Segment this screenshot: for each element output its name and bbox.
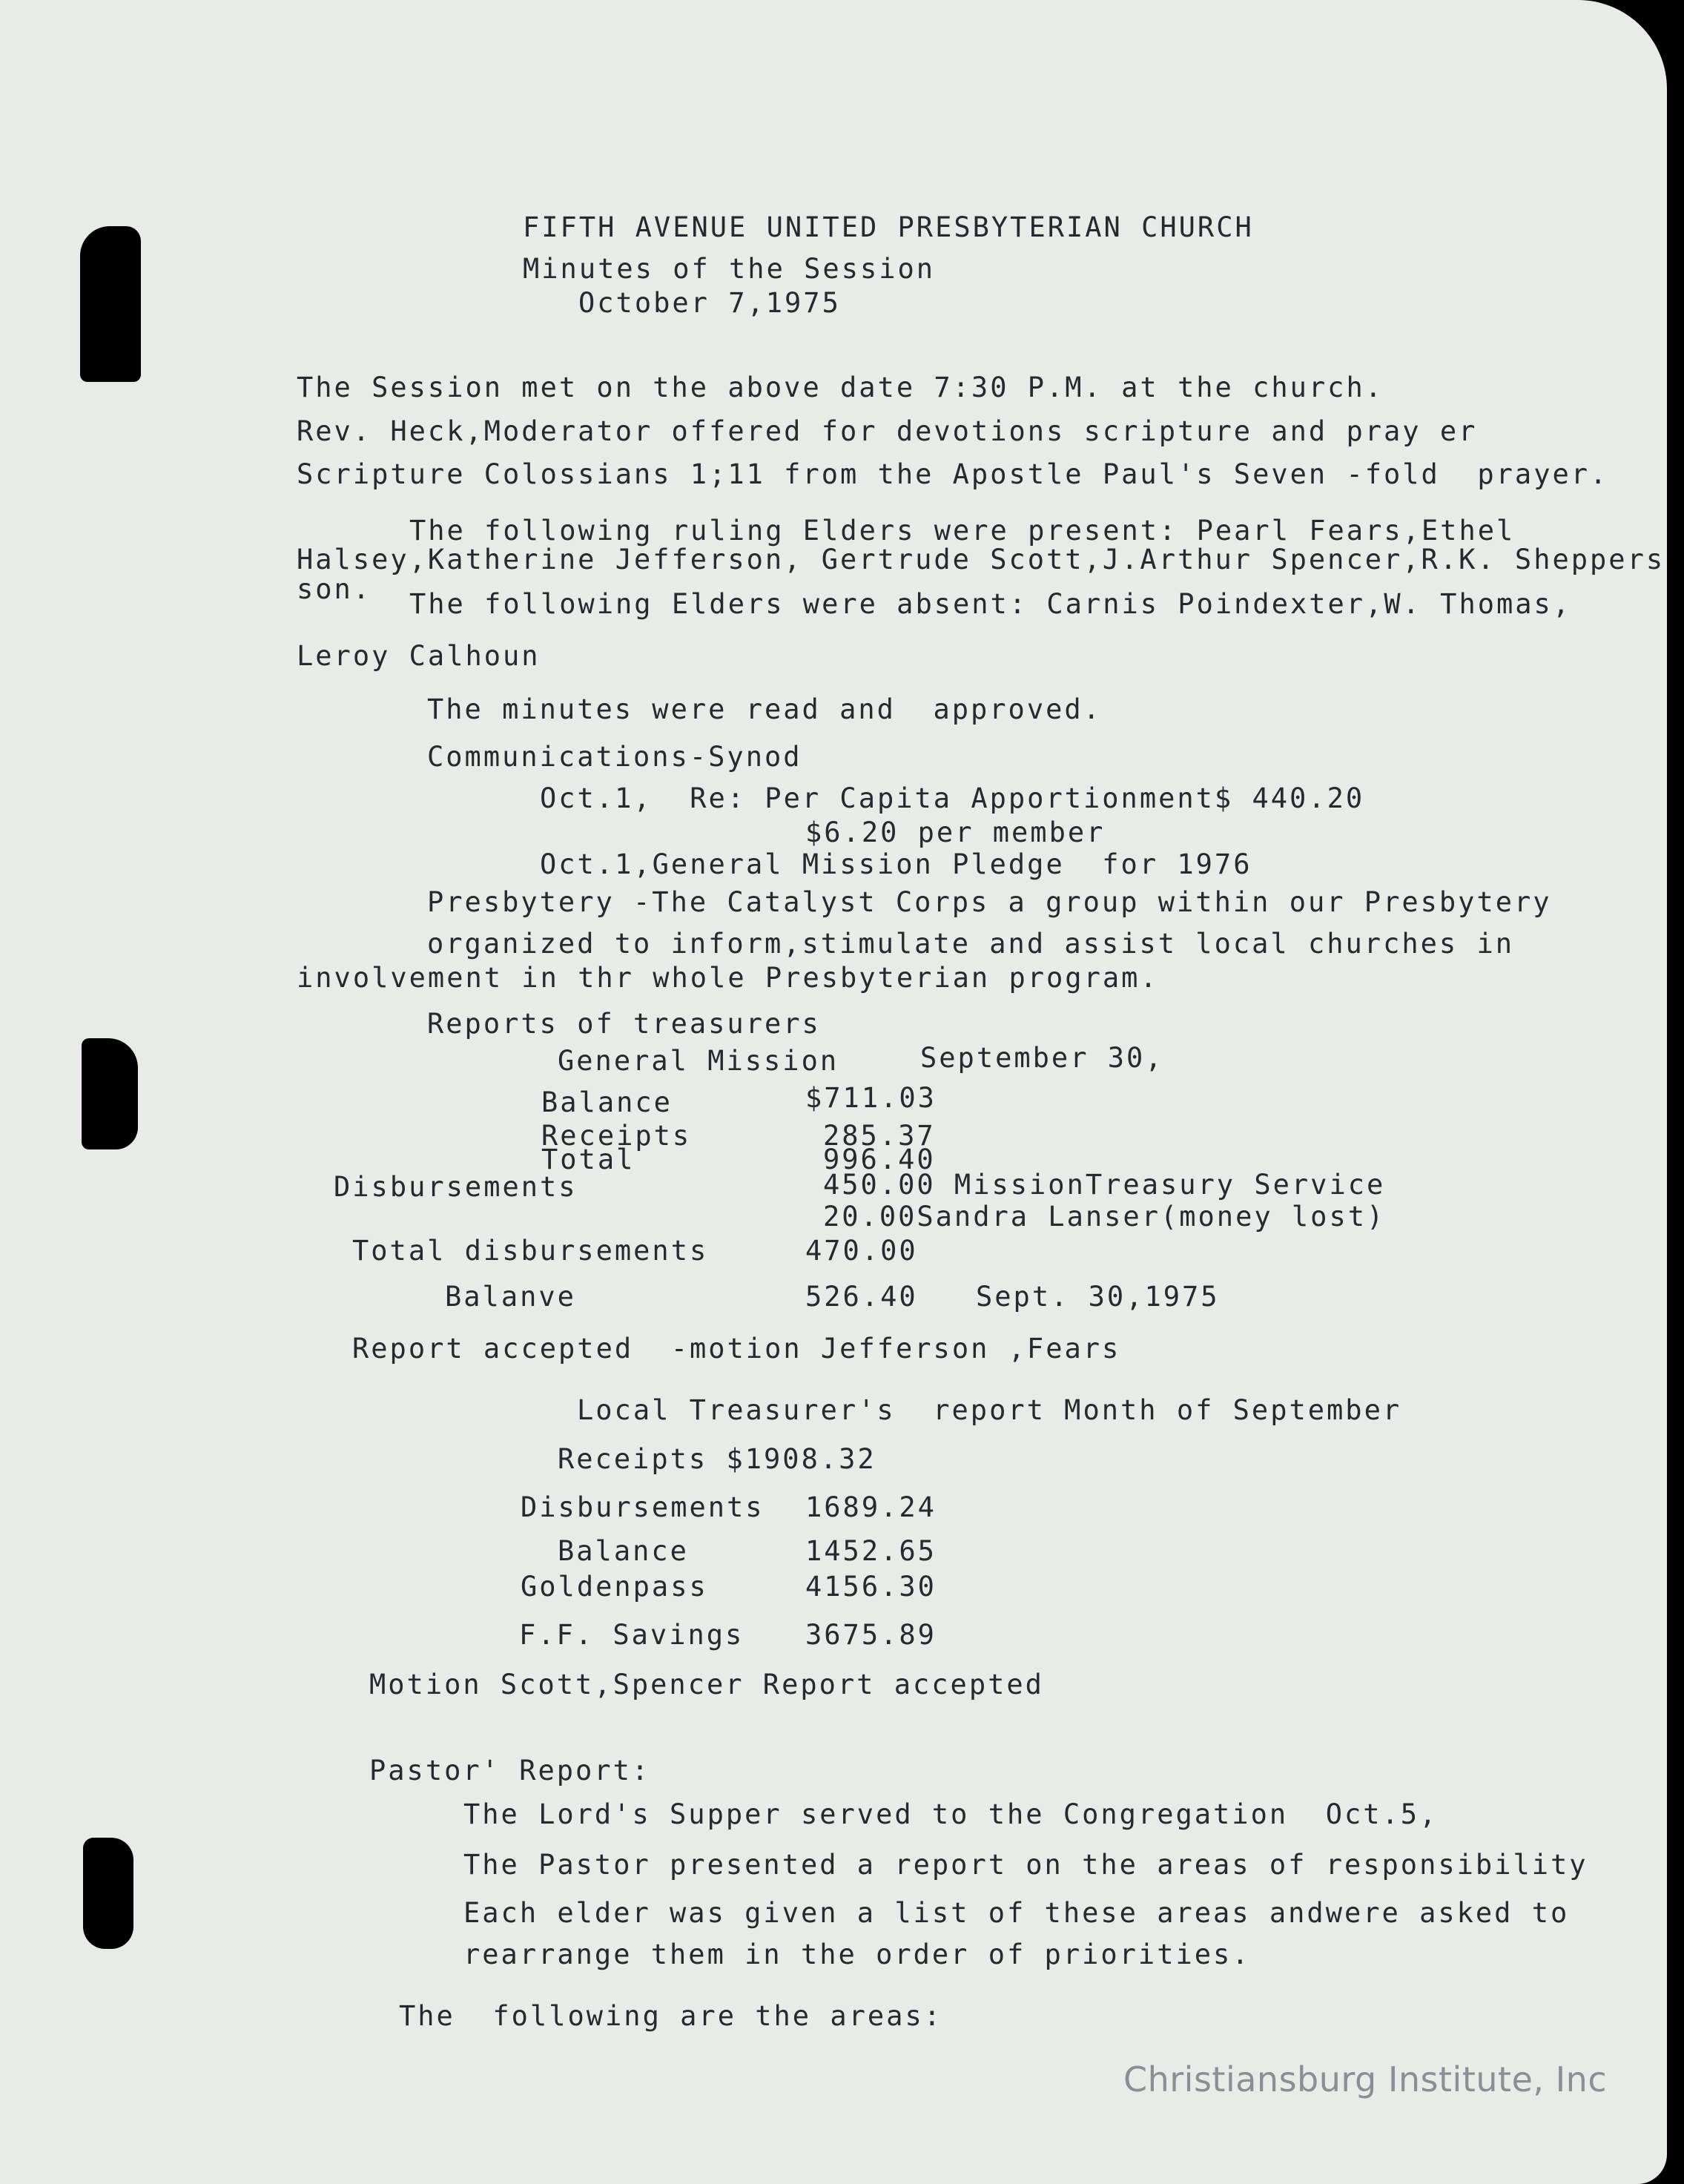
opening-line-1: The Session met on the above date 7:30 P.M. at the church. bbox=[297, 372, 1384, 403]
elders-absent-line-2: Leroy Calhoun bbox=[297, 640, 541, 672]
elders-absent-line-1: The following Elders were absent: Carnis Poindexter,W. Thomas, bbox=[409, 588, 1572, 620]
local-ff-savings-label: F.F. Savings bbox=[519, 1619, 744, 1651]
presbytery-line-2: organized to inform,stimulate and assist local churches in bbox=[427, 928, 1515, 960]
local-balance-label: Balance bbox=[558, 1535, 689, 1567]
gm-receipts-value: 285.37 bbox=[823, 1120, 936, 1152]
local-goldenpass-value: 4156.30 bbox=[805, 1571, 937, 1603]
communications-heading: Communications-Synod bbox=[427, 741, 802, 773]
gm-balance-value: $711.03 bbox=[805, 1082, 937, 1114]
local-balance-value: 1452.65 bbox=[805, 1535, 937, 1567]
gm-receipts-label: Receipts bbox=[541, 1120, 692, 1152]
pastor-line-1: The Lord's Supper served to the Congregation Oct.5, bbox=[463, 1798, 1439, 1830]
gm-balanve-date: Sept. 30,1975 bbox=[976, 1281, 1220, 1313]
gm-balance-label: Balance bbox=[541, 1086, 673, 1118]
elders-present-line-1: The following ruling Elders were present: Pearl Fears,Ethel bbox=[409, 515, 1516, 547]
gm-balanve-label: Balanve bbox=[445, 1281, 576, 1313]
elders-present-line-3: son. bbox=[297, 573, 372, 605]
general-mission-period: September 30, bbox=[920, 1042, 1164, 1074]
binder-hole-bottom bbox=[83, 1838, 133, 1949]
local-treasurer-heading: Local Treasurer's report Month of September bbox=[577, 1394, 1402, 1426]
local-goldenpass-label: Goldenpass bbox=[521, 1571, 708, 1603]
pastor-report-heading: Pastor' Report: bbox=[369, 1755, 651, 1787]
communication-line-2: $6.20 per member bbox=[805, 816, 1106, 848]
treasurers-heading: Reports of treasurers bbox=[427, 1008, 821, 1040]
elders-present-line-2: Halsey,Katherine Jefferson, Gertrude Scott,J.Arthur Spencer,R.K. Sheppers bbox=[297, 544, 1665, 575]
gm-total-label: Total bbox=[541, 1144, 635, 1175]
local-disbursements-label: Disbursements bbox=[521, 1491, 765, 1523]
gm-disbursement-2: 20.00Sandra Lanser(money lost) bbox=[823, 1201, 1386, 1233]
gm-report-accepted: Report accepted -motion Jefferson ,Fears bbox=[352, 1333, 1121, 1365]
local-ff-savings-value: 3675.89 bbox=[805, 1619, 937, 1651]
pastor-line-3: Each elder was given a list of these areas andwere asked to bbox=[463, 1897, 1570, 1929]
communication-line-3: Oct.1,General Mission Pledge for 1976 bbox=[540, 848, 1252, 880]
local-receipts: Receipts $1908.32 bbox=[558, 1443, 876, 1475]
local-disbursements-value: 1689.24 bbox=[805, 1491, 937, 1523]
church-name: FIFTH AVENUE UNITED PRESBYTERIAN CHURCH bbox=[523, 211, 1254, 243]
opening-line-2: Rev. Heck,Moderator offered for devotions scripture and pray er bbox=[297, 415, 1478, 447]
gm-total-disbursements-label: Total disbursements bbox=[352, 1235, 709, 1267]
pastor-line-4: rearrange them in the order of priorities. bbox=[463, 1939, 1251, 1970]
opening-line-3: Scripture Colossians 1;11 from the Apostle Paul's Seven -fold prayer. bbox=[297, 458, 1609, 490]
gm-disbursement-1: 450.00 MissionTreasury Service bbox=[823, 1169, 1386, 1201]
document-title: Minutes of the Session bbox=[523, 253, 936, 285]
gm-balanve-value: 526.40 bbox=[805, 1281, 918, 1313]
communication-line-1: Oct.1, Re: Per Capita Apportionment$ 440.20 bbox=[540, 782, 1365, 814]
minutes-approved: The minutes were read and approved. bbox=[427, 693, 1102, 725]
binder-hole-middle bbox=[82, 1038, 138, 1149]
presbytery-line-1: Presbytery -The Catalyst Corps a group within our Presbytery bbox=[427, 886, 1552, 918]
binder-hole-top bbox=[80, 226, 141, 382]
gm-total-disbursements-value: 470.00 bbox=[805, 1235, 918, 1267]
local-motion: Motion Scott,Spencer Report accepted bbox=[369, 1669, 1044, 1700]
gm-total-value: 996.40 bbox=[823, 1144, 936, 1175]
pastor-areas-line: The following are the areas: bbox=[399, 2000, 943, 2032]
presbytery-line-3: involvement in thr whole Presbyterian program. bbox=[297, 962, 1159, 994]
archive-watermark: Christiansburg Institute, Inc bbox=[1123, 2059, 1608, 2099]
gm-disbursements-label: Disbursements bbox=[334, 1171, 578, 1203]
general-mission-label: General Mission bbox=[558, 1045, 839, 1077]
pastor-line-2: The Pastor presented a report on the areas of responsibility bbox=[463, 1849, 1588, 1881]
meeting-date: October 7,1975 bbox=[578, 287, 841, 319]
